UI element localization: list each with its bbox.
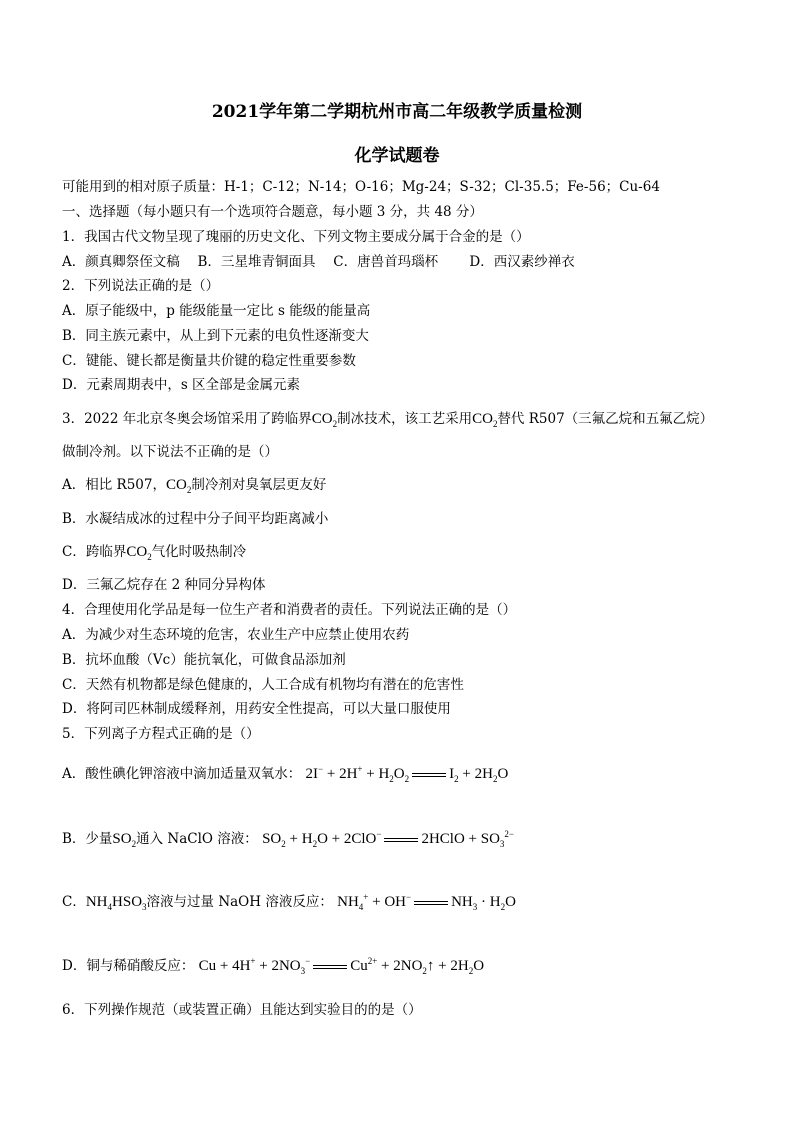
q3-option-b: B．水凝结成冰的过程中分子间平均距离减小 (62, 511, 329, 527)
atomic-mass-info: 可能用到的相对原子质量：H-1；C-12；N-14；O-16；Mg-24；S-32；Cl-35.5；Fe-56；Cu-64 (62, 179, 660, 195)
q5-equation-d: $Cu + 4H^+ + 2NO_3^-$ $Cu^{2+}$ + $2NO_2↑ + 2H_2O$ (198, 956, 485, 976)
q4-option-d: D．将阿司匹林制成缓释剂，用药安全性提高，可以大量口服使用 (62, 701, 451, 717)
q4-stem: 4．合理使用化学品是每一位生产者和消费者的责任。下列说法正确的是（） (62, 602, 517, 618)
q3-stem-line2: 做制冷剂。以下说法不正确的是（） (62, 444, 278, 460)
page-title: 2021学年第二学期杭州市高二年级教学质量检测 (211, 102, 583, 122)
q3-option-d: D．三氟乙烷存在 2 种同分异构体 (62, 577, 266, 593)
q6-stem: 6．下列操作规范（或装置正确）且能达到实验目的的是（） (62, 1002, 422, 1018)
q5-equation-b: $SO_2 + H_2O + 2ClO^-$ 2HClO + $SO_3^{2-}$ (262, 829, 514, 849)
q5-equation-c: $NH_4^+ + OH^-$ $NH_3 \cdot H_2O$ (337, 892, 516, 912)
q4-option-c: C．天然有机物都是绿色健康的，人工合成有机物均有潜在的危害性 (62, 677, 464, 693)
q5-option-a: A．酸性碘化钾溶液中滴加适量双氧水： $2I^- + 2H^+ + H_2O_2$ $I_2 + 2H_2O$ (62, 764, 509, 784)
section-heading: 一、选择题（每小题只有一个选项符合题意，每小题 3 分，共 48 分） (62, 204, 483, 220)
q5-option-c: C．$NH_4HSO_3$溶液与过量 NaOH 溶液反应： $NH_4^+ + OH^-$ $NH_3 \cdot H_2O$ (62, 892, 516, 912)
q2-option-c: C．键能、键长都是衡量共价键的稳定性重要参数 (62, 353, 356, 369)
q5-option-b: B．少量$SO_2$通入 NaClO 溶液： $SO_2 + H_2O + 2ClO^-$ 2HClO + $SO_3^{2-}$ (62, 829, 514, 849)
q2-option-b: B．同主族元素中，从上到下元素的电负性逐渐变大 (62, 328, 369, 344)
q4-option-a: A．为减少对生态环境的危害，农业生产中应禁止使用农药 (62, 627, 410, 643)
q1-stem: 1．我国古代文物呈现了瑰丽的历史文化、下列文物主要成分属于合金的是（） (62, 229, 530, 245)
q2-option-d: D．元素周期表中，s 区全部是金属元素 (62, 377, 301, 393)
q4-option-b: B．抗坏血酸（Vc）能抗氧化，可做食品添加剂 (62, 652, 346, 668)
q3-option-c: C．跨临界$CO_2$气化时吸热制冷 (62, 544, 247, 562)
q5-option-d: D．铜与稀硝酸反应： $Cu + 4H^+ + 2NO_3^-$ $Cu^{2+}$ + $2NO_2↑ + 2H_2O$ (62, 956, 485, 976)
q5-equation-a: $2I^- + 2H^+ + H_2O_2$ $I_2 + 2H_2O$ (305, 764, 509, 784)
q5-stem: 5．下列离子方程式正确的是（） (62, 726, 260, 742)
q1-options: A．颜真卿祭侄文稿 B．三星堆青铜面具 C．唐兽首玛瑙杯 D．西汉素纱禅衣 (62, 254, 575, 270)
q3-option-a: A．相比 R507，$CO_2$制冷剂对臭氧层更友好 (62, 477, 327, 495)
q2-stem: 2．下列说法正确的是（） (62, 278, 220, 294)
q3-stem-line1: 3．2022 年北京冬奥会场馆采用了跨临界$CO_2$制冰技术，该工艺采用$CO_2$替代 R507（三氟乙烷和五氟乙烷） (62, 411, 714, 429)
q2-option-a: A．原子能级中，p 能级能量一定比 s 能级的能量高 (62, 303, 371, 319)
page-subtitle: 化学试题卷 (354, 146, 440, 166)
